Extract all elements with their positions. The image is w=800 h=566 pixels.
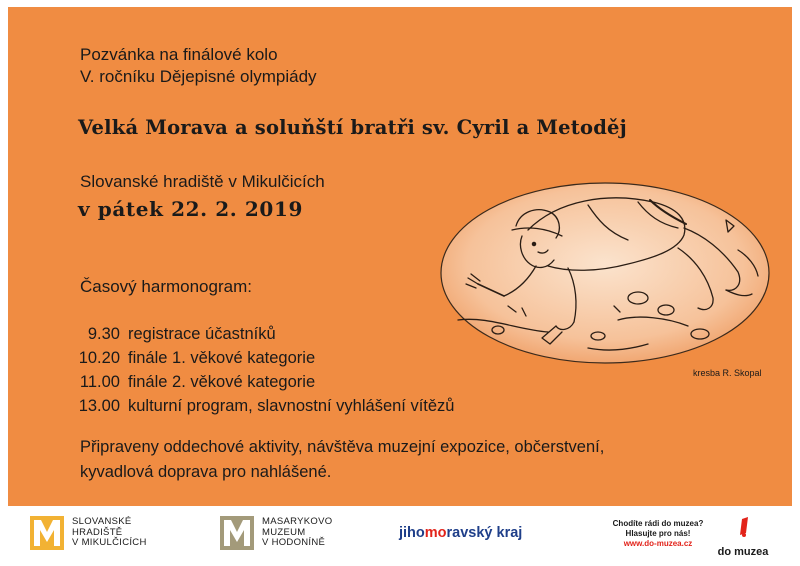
logo-text-line: V HODONÍNĚ xyxy=(262,537,326,549)
schedule-row xyxy=(74,322,455,346)
promo-line-2: Hlasujte pro nás! xyxy=(625,529,691,538)
logo-text-line: V MIKULČICÍCH xyxy=(72,537,147,549)
event-date: v pátek 22. 2. 2019 xyxy=(78,197,303,221)
event-place: Slovanské hradiště v Mikulčicích xyxy=(80,172,325,191)
invitation-line-2: V. ročníku Dějepisné olympiády xyxy=(80,67,317,86)
logo-text-line: MASARYKOVO xyxy=(262,516,333,528)
illustration-credit: kresba R. Skopal xyxy=(693,368,762,378)
logo-text xyxy=(262,517,332,549)
activities-note-line-2: kyvadlová doprava pro nahlášené. xyxy=(80,463,332,481)
schedule-text: registrace účastníků xyxy=(128,325,276,343)
schedule-heading: Časový harmonogram: xyxy=(80,277,252,296)
kraj-text-part: ravský kraj xyxy=(446,525,523,541)
schedule-text: kulturní program, slavnostní vyhlášení vítězů xyxy=(128,397,455,415)
promo-url: www.do-muzea.cz xyxy=(623,539,693,548)
slovanske-hradiste-logo[interactable] xyxy=(30,516,147,550)
schedule-text: finále 1. věkové kategorie xyxy=(128,349,316,367)
schedule-time: 11.00 xyxy=(79,373,120,391)
logo-text-line: HRADIŠTĚ xyxy=(72,526,123,538)
do-muzea-promo[interactable] xyxy=(603,519,713,549)
do-muzea-logo-text: do muzea xyxy=(717,546,769,558)
schedule-text: finále 2. věkové kategorie xyxy=(128,373,316,391)
invitation-line-1: Pozvánka na finálové kolo xyxy=(80,45,278,64)
pen-nib-icon xyxy=(740,517,748,535)
schedule-row xyxy=(74,346,455,370)
do-muzea-logo[interactable] xyxy=(708,515,778,561)
schedule-row xyxy=(74,394,455,418)
logo-text xyxy=(72,517,147,549)
schedule-list xyxy=(74,322,455,418)
archaeologist-illustration xyxy=(438,180,772,366)
masarykovo-muzeum-logo[interactable] xyxy=(220,516,332,550)
promo-line-1: Chodíte rádi do muzea? xyxy=(612,519,704,528)
schedule-time: 9.30 xyxy=(87,325,120,343)
museum-m-logo-icon xyxy=(30,516,64,550)
jihomoravsky-kraj-logo[interactable] xyxy=(399,525,522,541)
kraj-text-part: jiho xyxy=(399,525,425,541)
schedule-time: 10.20 xyxy=(78,349,120,367)
logo-text-line: MUZEUM xyxy=(262,526,306,538)
kraj-text-accent: mo xyxy=(424,525,447,541)
schedule-time: 13.00 xyxy=(78,397,120,415)
logo-text-line: SLOVANSKÉ xyxy=(72,516,132,528)
activities-note-line-1: Připraveny oddechové aktivity, návštěva muzejní expozice, občerstvení, xyxy=(80,438,605,456)
event-title: Velká Morava a soluňští bratři sv. Cyril a Metoděj xyxy=(78,116,627,139)
museum-m-logo-icon xyxy=(220,516,254,550)
activities-note xyxy=(80,435,604,485)
schedule-row xyxy=(74,370,455,394)
